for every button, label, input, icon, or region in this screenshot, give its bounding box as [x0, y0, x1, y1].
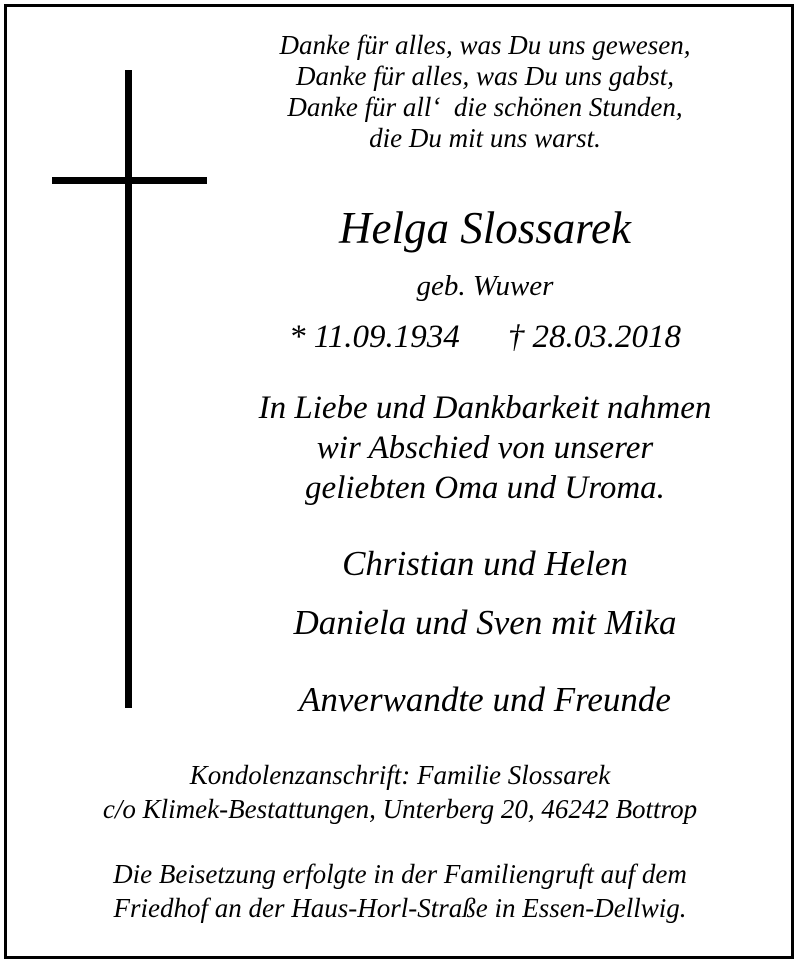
contact-line: c/o Klimek-Bestattungen, Unterberg 20, 46242 Bottrop: [102, 794, 698, 824]
burial-line: Die Beisetzung erfolgte in der Familiengruft auf dem: [113, 859, 687, 889]
farewell-text: [215, 388, 755, 508]
death-date: † 28.03.2018: [507, 319, 682, 355]
cross-icon-vertical-beam: [125, 70, 132, 708]
cross-icon-horizontal-beam: [52, 177, 207, 184]
farewell-line: In Liebe und Dankbarkeit nahmen: [258, 390, 712, 426]
burial-notice: [10, 857, 790, 925]
mourner-line: Daniela und Sven mit Mika: [293, 603, 677, 642]
poem: [215, 30, 755, 154]
poem-line: Danke für all‘ die schönen Stunden,: [287, 92, 683, 122]
farewell-line: wir Abschied von unserer: [316, 430, 654, 466]
poem-line: Danke für alles, was Du uns gewesen,: [279, 30, 691, 60]
mourner-line: Christian und Helen: [342, 544, 628, 583]
life-dates: [215, 317, 755, 357]
poem-line: Danke für alles, was Du uns gabst,: [296, 61, 674, 91]
poem-line: die Du mit uns warst.: [369, 123, 601, 153]
contact-line: Kondolenzanschrift: Familie Slossarek: [189, 760, 611, 790]
birth-date: * 11.09.1934: [288, 319, 460, 355]
farewell-line: geliebten Oma und Uroma.: [305, 470, 665, 506]
burial-line: Friedhof an der Haus-Horl-Straße in Essen-Dellwig.: [113, 893, 687, 923]
deceased-name: Helga Slossarek: [338, 203, 632, 253]
mourner-line: Anverwandte und Freunde: [299, 680, 671, 719]
condolence-address: [10, 758, 790, 826]
birth-name: geb. Wuwer: [416, 270, 554, 302]
